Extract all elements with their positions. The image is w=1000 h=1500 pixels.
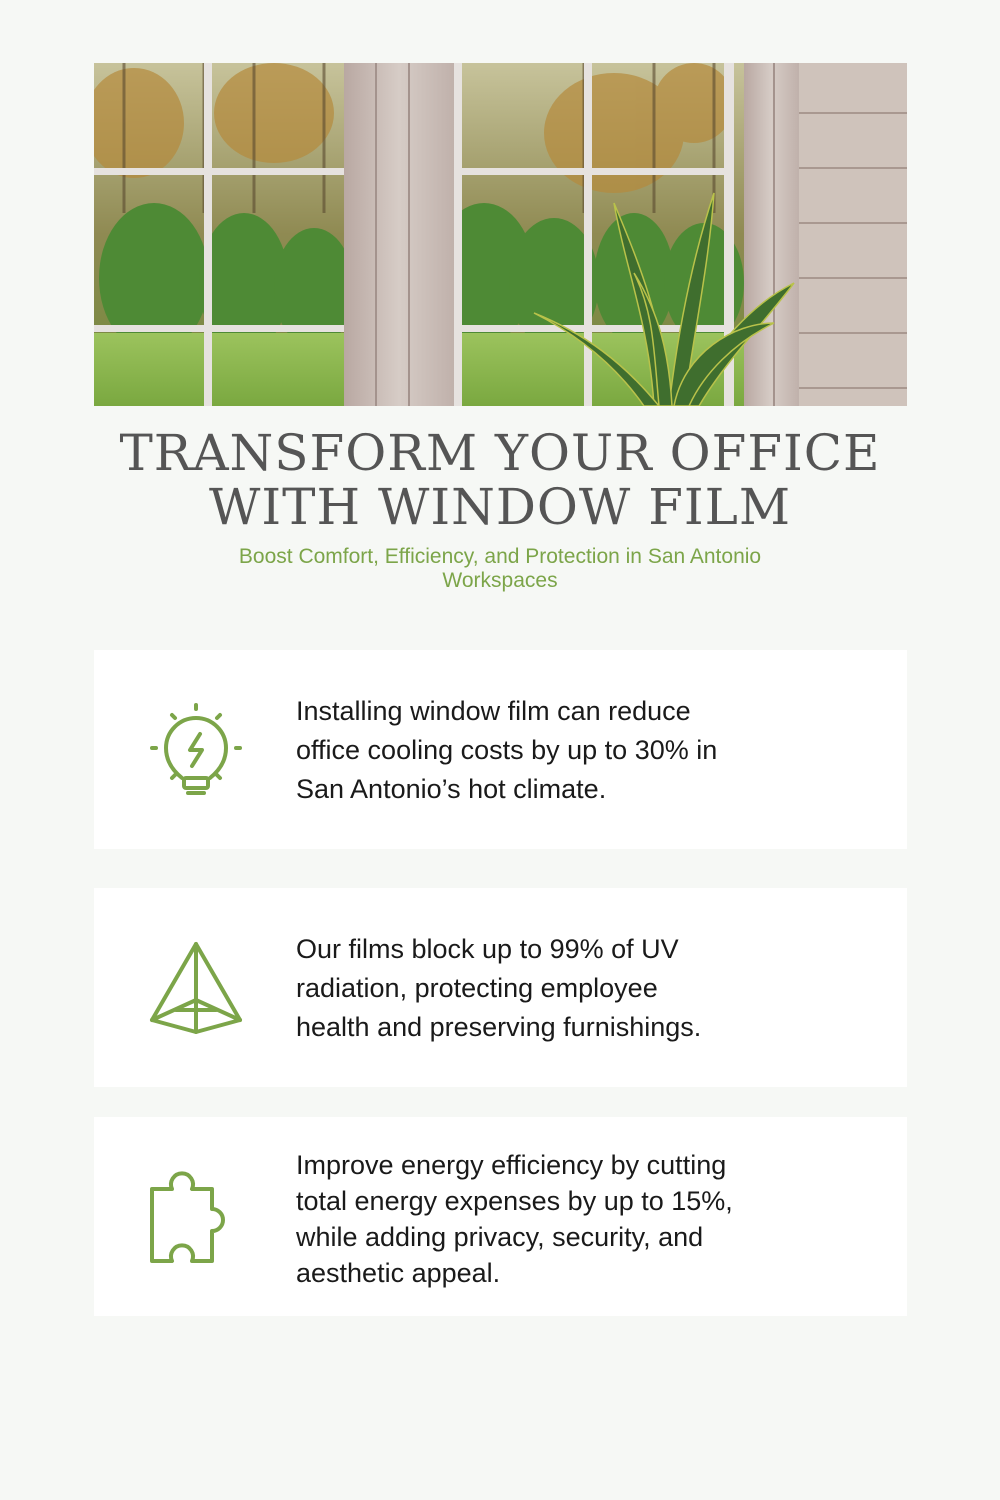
card-line: total energy expenses by up to 15%, bbox=[296, 1186, 733, 1216]
pyramid-icon bbox=[144, 938, 249, 1038]
card-line: aesthetic appeal. bbox=[296, 1258, 501, 1288]
card-line: health and preserving furnishings. bbox=[296, 1012, 702, 1042]
card-line: Improve energy efficiency by cutting bbox=[296, 1150, 727, 1180]
card-line: radiation, protecting employee bbox=[296, 973, 658, 1003]
lightbulb-icon bbox=[144, 700, 249, 800]
info-card-cooling-text bbox=[296, 692, 816, 809]
puzzle-piece-icon bbox=[144, 1167, 249, 1267]
card-line: while adding privacy, security, and bbox=[296, 1222, 704, 1252]
info-card-energy bbox=[94, 1117, 907, 1316]
info-card-uv-text bbox=[296, 930, 816, 1047]
card-line: Installing window film can reduce bbox=[296, 696, 691, 726]
card-line: office cooling costs by up to 30% in bbox=[296, 735, 718, 765]
page-subtitle bbox=[150, 545, 850, 593]
info-card-cooling bbox=[94, 650, 907, 849]
office-window-illustration bbox=[94, 63, 907, 406]
page-title-line-2: WITH WINDOW FILM bbox=[208, 478, 792, 536]
info-card-energy-text bbox=[296, 1147, 816, 1291]
page-title-line-1: TRANSFORM YOUR OFFICE bbox=[119, 424, 881, 482]
info-card-uv bbox=[94, 888, 907, 1087]
card-line: Our films block up to 99% of UV bbox=[296, 934, 679, 964]
hero-image bbox=[94, 63, 907, 406]
card-line: San Antonio’s hot climate. bbox=[296, 774, 607, 804]
page-title bbox=[60, 426, 940, 534]
page-subtitle-line-1: Boost Comfort, Efficiency, and Protection in San Antonio bbox=[238, 545, 762, 568]
page-subtitle-line-2: Workspaces bbox=[442, 569, 558, 592]
